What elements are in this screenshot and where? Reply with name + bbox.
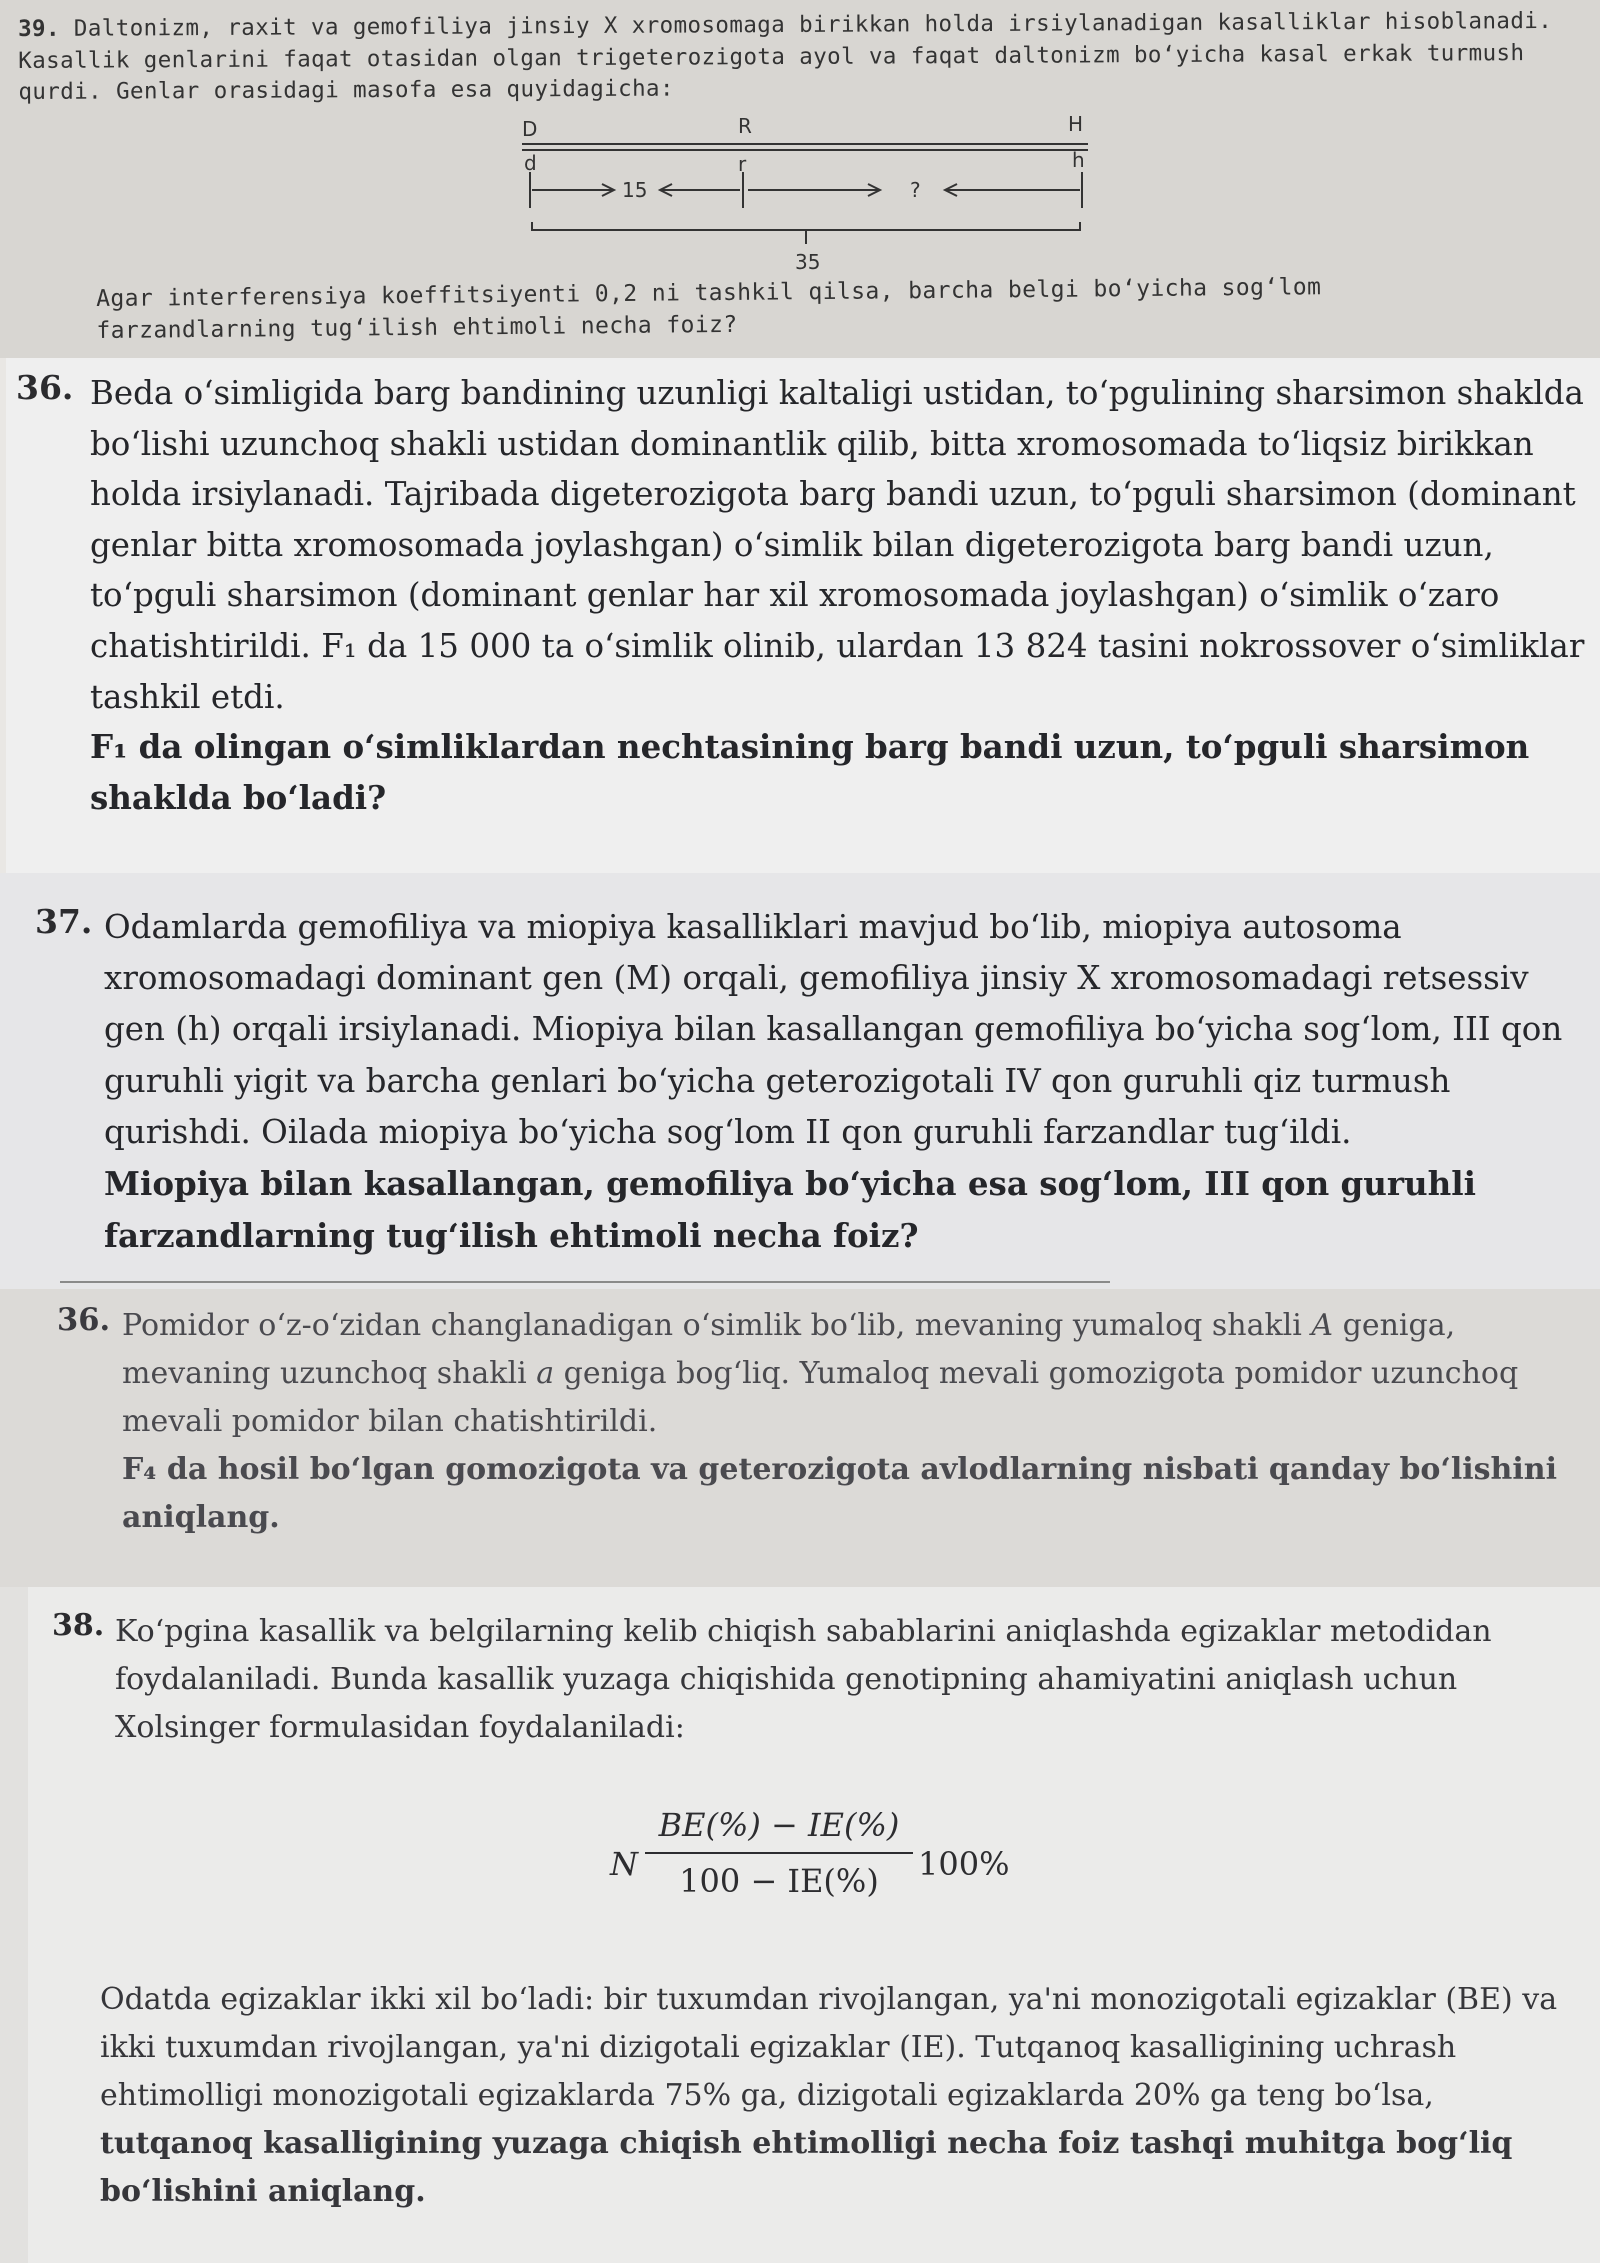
problem-question: F₄ da hosil bo‘lgan gomozigota va geterozigota avlodlarning nisbati qanday bo‘lishini aniqlang. xyxy=(122,1452,1557,1535)
gene-a: a xyxy=(536,1356,555,1391)
formula-denominator: 100 − IE(%) xyxy=(679,1862,879,1900)
allele-D-label: D xyxy=(522,117,538,141)
fraction-bar xyxy=(645,1852,913,1854)
problem-statement: Odatda egizaklar ikki xil bo‘ladi: bir tuxumdan rivojlangan, ya'ni monozigotali egizaklar (BE) va ikki tuxumdan rivojlangan, ya'ni dizigotali egizaklar (IE). Tutqanoq kasalligining uchrash ehtimolligi monozigotali egizaklarda 75% ga, dizigotali egizaklarda 20% ga teng bo‘lsa, xyxy=(100,1982,1558,2113)
gene-map-diagram xyxy=(0,0,1600,290)
problem-39-question: Agar interferensiya koeffitsiyenti 0,2 ni tashkil qilsa, barcha belgi bo‘yicha sog‘lom farzandlarning tug‘ilish ehtimoli necha foiz? xyxy=(96,274,1322,344)
distance-arrows xyxy=(532,184,1080,196)
total-bracket xyxy=(532,222,1080,230)
statement-part: geniga, mevaning uzunchoq shakli xyxy=(122,1308,1456,1391)
total-distance-label: 35 xyxy=(795,250,821,274)
problem-38-section xyxy=(0,1587,1600,2263)
allele-R-label: R xyxy=(738,114,752,138)
allele-d-label: d xyxy=(524,151,537,175)
allele-h-label: h xyxy=(1072,148,1085,172)
allele-r-label: r xyxy=(738,152,747,176)
problem-38-intro: Ko‘pgina kasallik va belgilarning kelib chiqish sabablarini aniqlashda egizaklar metodidan foydalaniladi. Bunda kasallik yuzaga chiqishida genotipning ahamiyatini aniqlash uchun Xolsinger formulasidan foydalaniladi: xyxy=(115,1614,1492,1745)
problem-37-section xyxy=(0,873,1600,1289)
allele-H-label: H xyxy=(1068,112,1084,136)
problem-36-pomidor-section xyxy=(0,1289,1600,1587)
statement-part: Pomidor o‘z-o‘zidan changlanadigan o‘simlik bo‘lib, mevaning yumaloq shakli xyxy=(122,1308,1312,1343)
problem-36-beda-section xyxy=(6,358,1600,873)
formula-numerator: BE(%) − IE(%) xyxy=(658,1806,900,1844)
problem-number: 36. xyxy=(16,368,74,407)
statement-part: geniga bog‘liq. Yumaloq mevali gomozigota pomidor uzunchoq mevali pomidor bilan chatishtirildi. xyxy=(122,1356,1519,1439)
problem-statement: Beda o‘simligida barg bandining uzunligi kaltaligi ustidan, to‘pgulining sharsimon shaklda bo‘lishi uzunchoq shakli ustidan dominantlik qilib, bitta xromosomada to‘liqsiz birikkan holda irsiylanadi. Tajribada digeterozigota barg bandi uzun, to‘pguli sharsimon (dominant genlar bitta xromosomada joylashgan) o‘simlik bilan digeterozigota barg bandi uzun, to‘pguli sharsimon (dominant genlar har xil xromosomada joylashgan) o‘simlik o‘zaro chatishtirildi. F₁ da 15 000 ta o‘simlik olinib, ulardan 13 824 tasini nokrossover o‘simliklar tashkil etdi. xyxy=(90,374,1585,716)
problem-number: 39. xyxy=(18,15,60,42)
distance-d-r-label: 15 xyxy=(622,178,648,202)
problem-question: F₁ da olingan o‘simliklardan nechtasining barg bandi uzun, to‘pguli sharsimon shaklda bo‘ladi? xyxy=(90,727,1530,817)
problem-statement: Odamlarda gemofiliya va miopiya kasalliklari mavjud bo‘lib, miopiya autosoma xromosomadagi dominant gen (M) orqali, gemofiliya jinsiy X xromosomadagi retsessiv gen (h) orqali irsiylanadi. Miopiya bilan kasallangan gemofiliya bo‘yicha sog‘lom, III qon guruhli yigit va barcha genlari bo‘yicha geterozigotali IV qon guruhli qiz turmush qurishdi. Oilada miopiya bo‘yicha sog‘lom II qon guruhli farzandlar tug‘ildi. xyxy=(104,908,1563,1151)
problem-question: Miopiya bilan kasallangan, gemofiliya bo‘yicha esa sog‘lom, III qon guruhli farzandlarning tug‘ilish ehtimoli necha foiz? xyxy=(104,1164,1476,1256)
problem-36-pomidor-text xyxy=(122,1302,1572,1542)
problem-number: 36. xyxy=(57,1302,111,1338)
problem-question: tutqanoq kasalligining yuzaga chiqish ehtimolligi necha foiz tashqi muhitga bog‘liq bo‘lishini aniqlang. xyxy=(100,2126,1513,2209)
problem-36-beda-text xyxy=(90,368,1590,823)
formula-fraction xyxy=(645,1796,913,1910)
formula-N: N xyxy=(610,1845,638,1883)
problem-number: 38. xyxy=(52,1608,105,1643)
problem-39-section xyxy=(0,0,1600,358)
problem-39-statement: Daltonizm, raxit va gemofiliya jinsiy X xromosomaga birikkan holda irsiylanadigan kasalliklar hisoblanadi. Kasallik genlarini faqat otasidan olgan trigeterozigota ayol va faqat daltonizm bo‘yicha kasal erkak turmush qurdi. Genlar orasidagi masofa esa quyidagicha: xyxy=(18,7,1553,105)
problem-37-text xyxy=(104,902,1594,1262)
distance-r-h-label: ? xyxy=(910,178,921,202)
formula-factor: 100% xyxy=(918,1845,1010,1883)
problem-number: 37. xyxy=(35,902,93,941)
gene-A: A xyxy=(1311,1308,1334,1343)
problem-38-text xyxy=(100,1976,1560,2216)
section-divider xyxy=(60,1281,1110,1283)
